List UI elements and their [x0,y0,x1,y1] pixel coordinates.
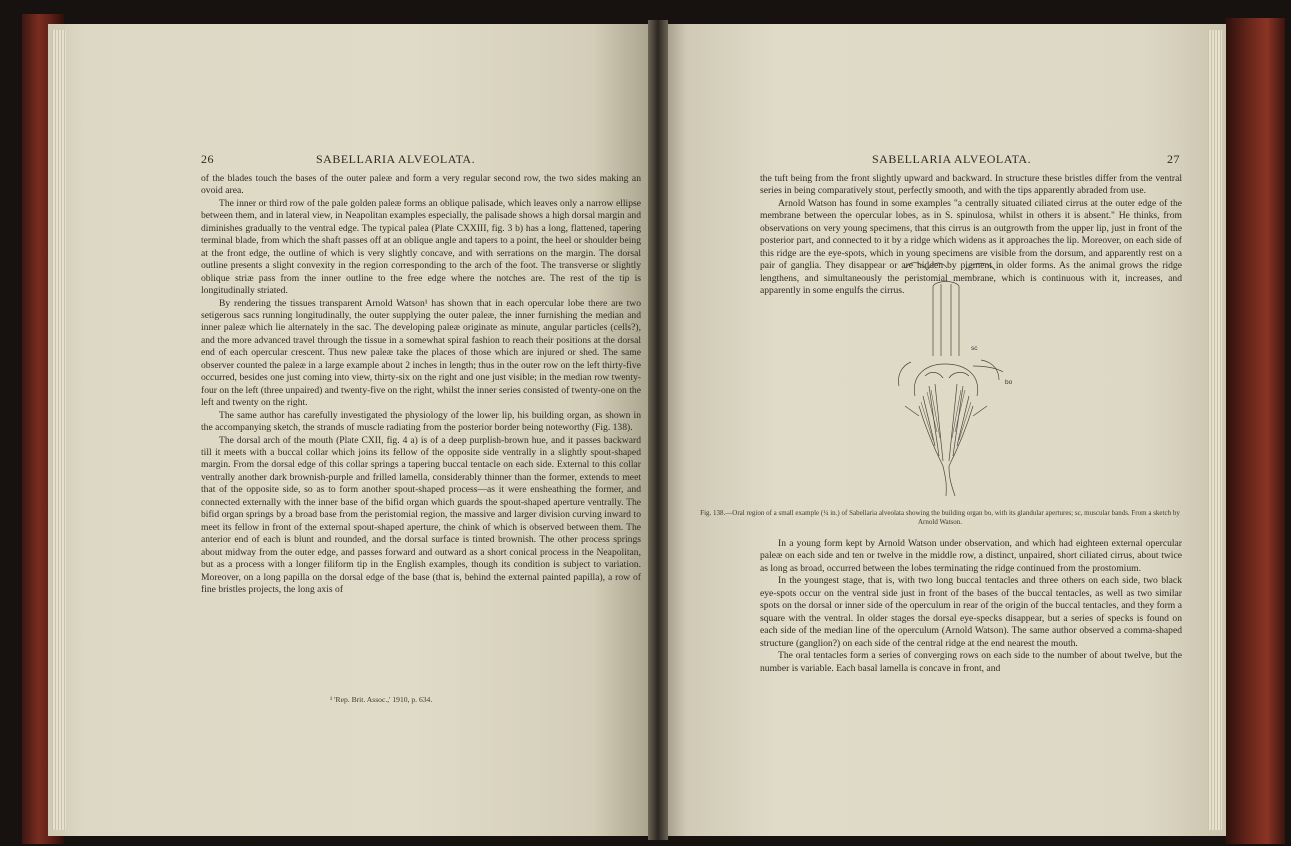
book-gutter [648,20,668,840]
left-page-number: 26 [201,152,214,166]
paragraph: In the youngest stage, that is, with two long buccal tentacles and three others on each side, two black eye-spots occur on the ventral side just in front of the bases of the buccal tentacles, as well as two similar spots on the dorsal or inner side of the operculum in rear of the origin of the buccal tentacles, and they form a square with the ventral. In older stages the dorsal eye-specks disappear, but a series of specks is found on each side of the median line of the operculum (Arnold Watson). The same author observed a comma-shaped structure (ganglion?) on each side of the central ridge at the end nearest the mouth. [760,575,1182,649]
figure-label-bo: bo [1005,379,1013,386]
figure-label-sc: sc [971,345,978,352]
paragraph: The same author has carefully investigated the physiology of the lower lip, his building organ, as shown in the accompanying sketch, the strands of muscle radiating from the posterior border being noteworthy (Fig. 138). [201,409,641,434]
right-page-number: 27 [1167,152,1180,166]
paragraph: of the blades touch the bases of the outer paleæ and form a very regular second row, the two sides making an ovoid area. [201,173,641,197]
right-running-head: SABELLARIA ALVEOLATA. [872,152,1032,166]
paragraph: Arnold Watson has found in some examples "a centrally situated ciliated cirrus at the outer edge of the membrane between the opercular lobes, as in S. spinulosa, whilst in others it is absent." He thinks, from observations on very young specimens, that this cirrus is an outgrowth from the upper lip, just in front of the posterior part, and connected to it by a ridge which widens as it approaches the lip. Moreover, on each side of this ridge are the eye-spots, which in young specimens are visible from the dorsum, and apparently rest on a pair of ganglia. They disappear or are hidden by pigment in older forms. As the animal grows the ridge lengthens, and simultaneously the peristomial membrane, which is continuous with it, increases, and apparently in some engulfs the cirrus. [760,197,1182,297]
figure-caption: Fig. 138.—Oral region of a small example (¼ in.) of Sabellaria alveolata showing the building organ bo, with its glandular apertures; sc, muscular bands. From a sketch by Arnold Watson. [700,509,1180,526]
oral-region-drawing [885,256,1035,506]
figure-138-illustration [885,256,1035,506]
paragraph: By rendering the tissues transparent Arnold Watson¹ has shown that in each opercular lobe there are two setigerous sacs running longitudinally, the outer supplying the outer paleæ, the inner furnishing the median and inner paleæ which lie alternately in the sac. The developing paleæ originate as minute, angular particles (cells?), and the more advanced travel through the tissue in a somewhat spiral fashion to reach their positions at the dorsal end of each opercular crescent. Thus new paleæ take the places of those which are injured or shed. The same observer counted the paleæ in a large example about 2 inches in length; thus in the outer row on the left thirty-five occurred, besides one just coming into view, thirty-six on the right and one just visible; in the median row twenty-four on the left (three unpaired) and twenty-five on the right, whilst the inner series consisted of twenty-one on the left and twenty on the right. [201,297,641,409]
paragraph: The oral tentacles form a series of converging rows on each side to the number of about twelve, but the number is variable. Each basal lamella is concave in front, and [760,650,1182,674]
footnote: ¹ 'Rep. Brit. Assoc.,' 1910, p. 634. [330,695,433,704]
right-book-cover [1225,18,1285,844]
right-page-body-bottom [760,538,1182,675]
paragraph: The dorsal arch of the mouth (Plate CXII, fig. 4 a) is of a deep purplish-brown hue, and it passes backward till it meets with a buccal collar which joins its fellow of the opposite side ventrally in a slightly spout-shaped margin. From the dorsal edge of this collar springs a tapering buccal tentacle on each side. External to this collar ventrally another dark brownish-purple and frilled lamella, considerably thinner than the former, extends to meet that of the opposite side, so as to form another spout-shaped process—as it were ensheathing the former, and connected externally with the inner base of the bifid organ which guards the spout-shaped aperture ventrally. The bifid organ springs by a broad base from the peristomial region, the massive and larger division curving inward to meet its fellow in front of the external spout-shaped aperture, the chink of which is observed between them. The anterior end of each is blunt and rounded, and the dorsal surface is tinted brownish. The other process springs about midway from the outer edge, and passes forward and outward as a short conical process in the Neapolitan, but as a process with a longer filiform tip in the English examples, though its condition is subject to variation. Moreover, on a long papilla on the dorsal edge of the base (that is, behind the external painted papilla), a row of fine bristles projects, the long axis of [201,434,641,595]
right-page-edges [1208,30,1222,830]
left-page-edges [52,30,66,830]
paragraph: the tuft being from the front slightly upward and backward. In structure these bristles differ from the ventral series in being comparatively stout, perfectly smooth, and with the tips apparently abraded from use. [760,173,1182,197]
paragraph: In a young form kept by Arnold Watson under observation, and which had eighteen external opercular paleæ on each side and ten or twelve in the middle row, a distinct, unpaired, short ciliated cirrus, about twice as long as broad, occurred between the lobes terminating the ridge continued from the prostomium. [760,538,1182,574]
left-page-body [201,173,641,596]
paragraph: The inner or third row of the pale golden paleæ forms an oblique palisade, which leaves only a narrow ellipse between them, and in lateral view, in Neapolitan examples especially, the palisade shows a high dorsal margin and diminishes gradually to the ventral edge. The typical palea (Plate CXXIII, fig. 3 b) has a long, flattened, tapering terminal blade, from which the shaft passes off at an oblique angle and tapers to a point, the heel or shoulder being at the front edge, the outline of which is very slightly concave, and with serrations on the margin. The dorsal outline presents a slight convexity in the region corresponding to the arch of the foot. The transverse or slightly oblique striæ pass from the inner outline to the free edge where the notches are. The rest of the tip is longitudinally striated. [201,197,641,297]
left-running-head: SABELLARIA ALVEOLATA. [316,152,476,166]
